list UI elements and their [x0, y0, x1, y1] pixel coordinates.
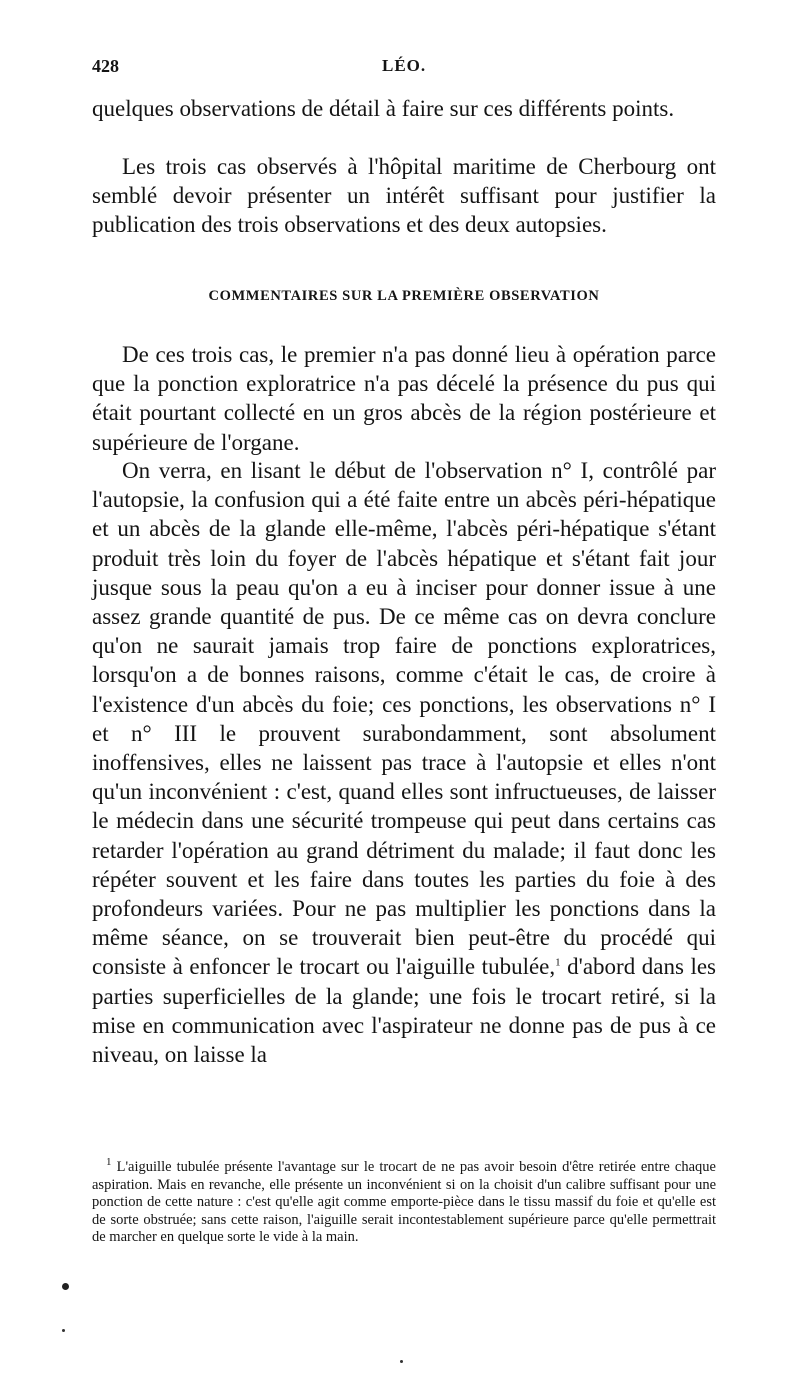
footnote: [92, 1156, 716, 1247]
paragraph-cases-observed: Les trois cas observés à l'hôpital maritime de Cherbourg ont semblé devoir présenter un intérêt suffisant pour justifier la publication des trois observations et des deux autopsies.: [92, 154, 716, 238]
footnote-reference: 1: [555, 956, 561, 969]
paragraph-first-case: De ces trois cas, le premier n'a pas donné lieu à opération parce que la ponction exploratrice n'a pas décelé la présence du pus qui était pourtant collecté en un gros abcès de la région postérieure et supérieure de l'organe.: [92, 342, 716, 455]
margin-speck: [62, 1329, 65, 1332]
page-number: 428: [92, 56, 119, 76]
paragraph-text-part-b: d'abord dans les parties superficielles de la glande; une fois le trocart retiré, si la mise en communication avec l'aspirateur ne donne pas de pus à ce niveau, on laisse la: [92, 954, 716, 1068]
paragraph-continued: quelques observations de détail à faire sur ces différents points.: [92, 96, 675, 121]
section-heading: COMMENTAIRES SUR LA PREMIÈRE OBSERVATION: [208, 288, 600, 304]
paragraph-text-part-a: On verra, en lisant le début de l'observation n° I, contrôlé par l'autopsie, la confusion qui a été faite entre un abcès péri-hépatique et un abcès de la glande elle-même, l'abcès péri-hépatique s'étant produit très loin du foyer de l'abcès hépatique et s'étant fait jour jusque sous la peau qu'on a eu à inciser pour donner issue à une assez grande quantité de pus. De ce même cas on devra conclure qu'on ne saurait jamais trop faire de ponctions exploratrices, lorsqu'on a de bonnes raisons, comme c'était le cas, de croire à l'existence d'un abcès du foie; ces ponctions, les observations n° I et n° III le prouvent surabondamment, sont absolument inoffensives, elles ne laissent pas trace à l'autopsie et elles n'ont qu'un inconvénient : c'est, quand elles sont infructueuses, de laisser le médecin dans une sécurité trompeuse qui peut dans certains cas retarder l'opération au grand détriment du malade; il faut donc les répéter souvent et les faire dans toutes les parties du foie à des profondeurs variées. Pour ne pas multiplier les ponctions dans la même séance, on se trouverait bien peut-être du procédé qui consiste à enfoncer le trocart ou l'aiguille tubulée,: [92, 458, 716, 980]
footnote-text: L'aiguille tubulée présente l'avantage sur le trocart de ne pas avoir besoin d'être retirée entre chaque aspiration. Mais en revanche, elle présente un inconvénient si on la choisit d'un calibre suffisant pour une ponction de cette nature : c'est qu'elle agit comme emporte-pièce dans le tissu massif du foie et qu'elle est de sorte obstruée; sans cette raison, l'aiguille serait incontestablement supérieure parce qu'elle permettrait de marcher en quelque sorte le vide à la main.: [92, 1159, 716, 1245]
page-speck: [400, 1360, 403, 1363]
footnote-block: [92, 1156, 716, 1247]
running-head: LÉO.: [382, 56, 427, 75]
margin-ink-blot: [62, 1283, 69, 1290]
page-header: [92, 56, 712, 82]
footnote-marker: 1: [106, 1156, 112, 1169]
paragraph-observation-one: [92, 456, 716, 1069]
